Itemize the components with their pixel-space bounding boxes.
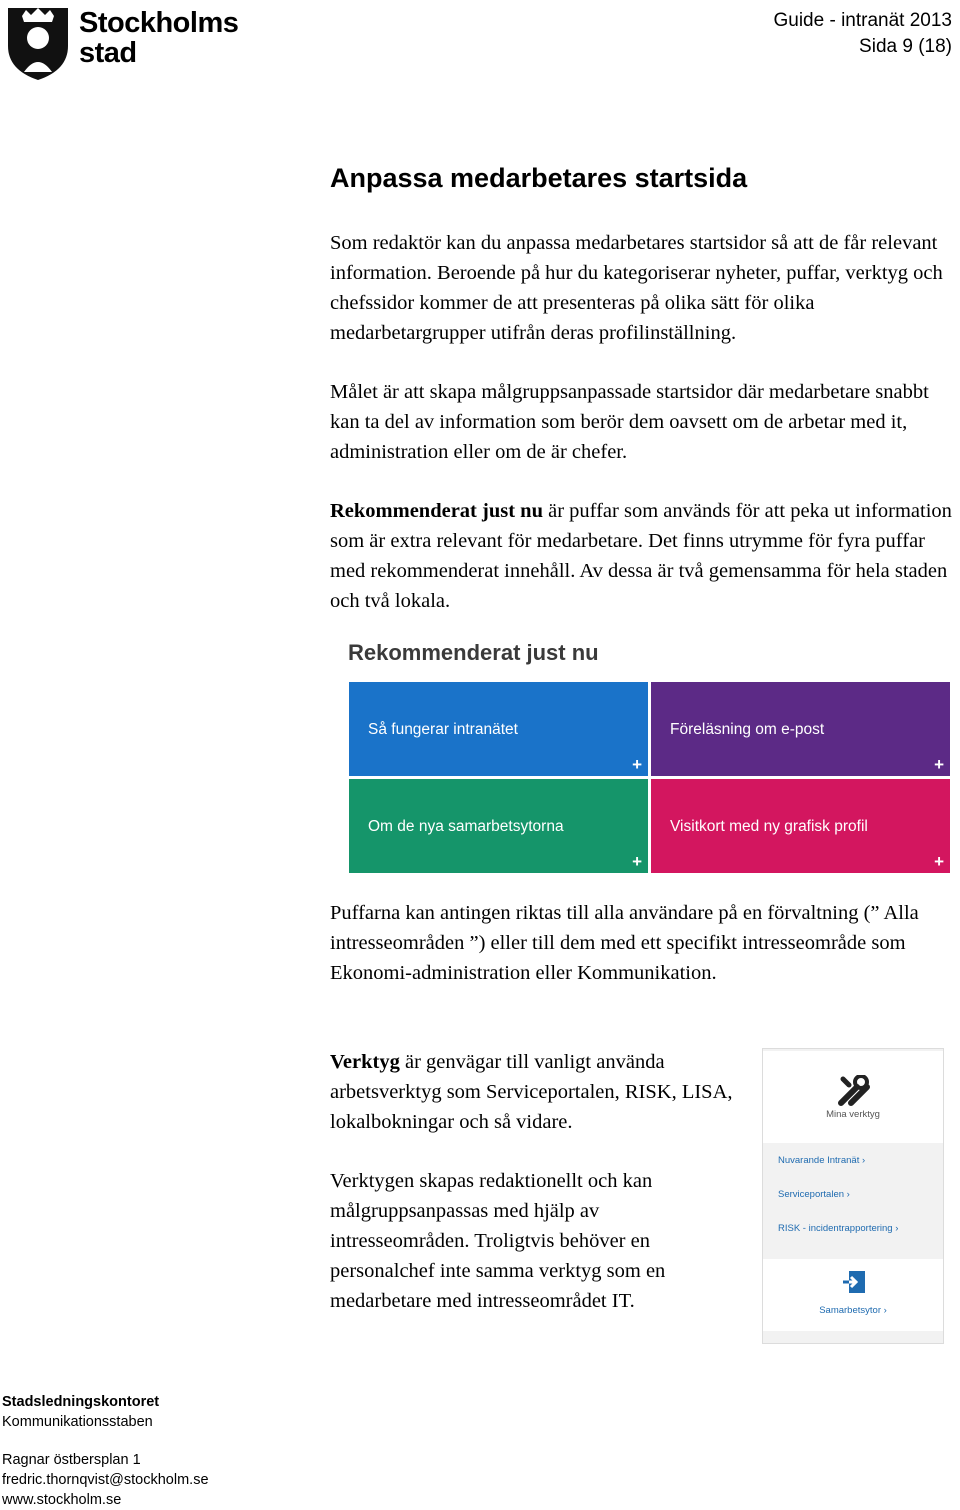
- footer-department: Kommunikationsstaben: [2, 1414, 153, 1430]
- mina-verktyg-caption: Mina verktyg: [826, 1109, 880, 1120]
- city-crest-icon: [4, 2, 72, 82]
- plus-icon: +: [632, 852, 642, 871]
- footer-organization: Stadsledningskontoret: [2, 1394, 160, 1410]
- footer-contact: [2, 1450, 209, 1510]
- rekommenderat-title: Rekommenderat just nu: [348, 640, 599, 665]
- mina-verktyg-box[interactable]: [763, 1051, 943, 1143]
- enter-door-icon: [841, 1269, 867, 1295]
- page-title: Anpassa medarbetares startsida: [330, 163, 748, 193]
- footer-org: [2, 1392, 159, 1432]
- puffarna-paragraph: Puffarna kan antingen riktas till alla användare på en förvaltning (” Alla intresseområden ”) eller till dem med ett specifikt intresseområde som Ekonomi-administration eller Kommunikation.: [330, 902, 919, 984]
- tile-om-de-nya-samarbetsytorna[interactable]: [349, 779, 648, 873]
- intro-paragraph: Som redaktör kan du anpassa medarbetares startsidor så att de får relevant information. Beroende på hur du kategoriserar nyheter, puffar, verktyg och chefssidor kommer de att presenteras på olika sätt för olika medarbetargrupper utifrån deras profilinställning.: [330, 232, 943, 344]
- tile-label: Om de nya samarbetsytorna: [368, 818, 564, 835]
- tile-forelasning-om-e-post[interactable]: [651, 682, 950, 776]
- link-risk-incidentrapportering[interactable]: RISK - incidentrapportering ›: [778, 1223, 899, 1234]
- rekommenderat-paragraph: [330, 496, 955, 616]
- verktyg-paragraph: [330, 1047, 740, 1137]
- tile-sa-fungerar-intranatet[interactable]: [349, 682, 648, 776]
- logo-text-line1: Stockholms: [79, 7, 239, 39]
- verktygen-paragraph: Verktygen skapas redaktionellt och kan målgruppsanpassas med hjälp av intresseområden. Troligtvis behöver en personalchef inte samma verktyg som en medarbetare med intresseområdet IT.: [330, 1170, 666, 1312]
- verktyg-description: är genvägar till vanligt använda arbetsverktyg som Serviceportalen, RISK, LISA, lokalbokningar och så vidare.: [330, 1051, 733, 1133]
- verktyg-panel: [762, 1048, 944, 1344]
- footer-email[interactable]: fredric.thornqvist@stockholm.se: [2, 1472, 209, 1488]
- rekommenderat-term: Rekommenderat just nu: [330, 500, 543, 522]
- verktyg-term: Verktyg: [330, 1051, 400, 1073]
- link-nuvarande-intranat[interactable]: Nuvarande Intranät ›: [778, 1155, 866, 1166]
- footer-address: Ragnar östbersplan 1: [2, 1452, 141, 1468]
- samarbetsytor-caption[interactable]: Samarbetsytor ›: [819, 1305, 887, 1316]
- link-serviceportalen[interactable]: Serviceportalen ›: [778, 1189, 850, 1200]
- tile-label: Föreläsning om e-post: [670, 721, 825, 738]
- wrench-icon: [837, 1075, 871, 1107]
- goal-paragraph: Målet är att skapa målgruppsanpassade startsidor där medarbetare snabbt kan ta del av information som berör dem oavsett om de arbetar med it, administration eller om de är chefer.: [330, 381, 929, 463]
- document-title: Guide - intranät 2013: [773, 10, 952, 31]
- stockholms-stad-logo: [4, 2, 244, 82]
- plus-icon: +: [934, 852, 944, 871]
- samarbetsytor-box[interactable]: [763, 1259, 943, 1331]
- tile-label: Visitkort med ny grafisk profil: [670, 818, 868, 835]
- document-meta: [773, 8, 952, 60]
- footer-website[interactable]: www.stockholm.se: [2, 1492, 122, 1508]
- plus-icon: +: [934, 755, 944, 774]
- rekommenderat-description: är puffar som används för att peka ut information som är extra relevant för medarbetare. Det finns utrymme för fyra puffar med rekommenderat innehåll. Av dessa är två gemensamma för hela staden och två lokala.: [330, 500, 952, 612]
- page-number: Sida 9 (18): [859, 36, 952, 57]
- tile-label: Så fungerar intranätet: [368, 721, 518, 738]
- logo-text-line2: stad: [79, 37, 137, 69]
- plus-icon: +: [632, 755, 642, 774]
- tile-visitkort-med-ny-grafisk-profil[interactable]: [651, 779, 950, 873]
